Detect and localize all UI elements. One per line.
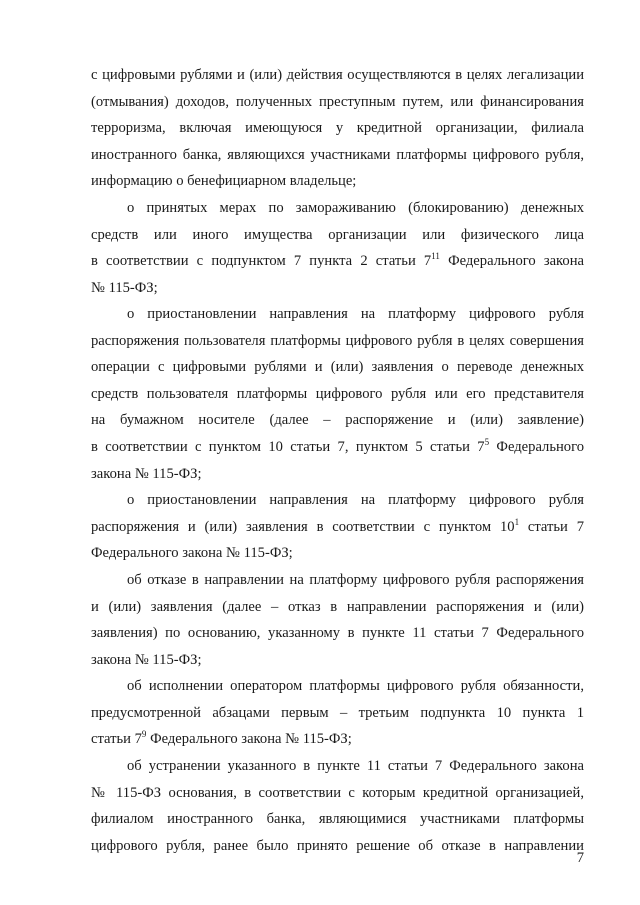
text-line: № 115-ФЗ основания, в соответствии с которым кредитной организацией, bbox=[91, 784, 584, 801]
text-line: закона № 115-ФЗ; bbox=[91, 465, 202, 482]
text-line: на бумажном носителе (далее – распоряжение и (или) заявление) bbox=[91, 412, 584, 429]
page-number: 7 bbox=[576, 850, 584, 866]
text-line: № 115-ФЗ; bbox=[91, 279, 158, 296]
text-fragment: Федерального закона bbox=[439, 253, 584, 270]
text-fragment: распоряжения и (или) заявления в соответствии с пунктом 10 bbox=[91, 518, 515, 535]
paragraph-freezing-measures bbox=[91, 195, 584, 301]
text-line: об отказе в направлении на платформу цифрового рубля распоряжения bbox=[127, 572, 584, 588]
text-line: о приостановлении направления на платформу цифрового рубля bbox=[127, 306, 584, 322]
paragraph-operator-duty bbox=[91, 673, 584, 753]
text-fragment: статьи 7 bbox=[519, 518, 584, 535]
paragraph-refusal bbox=[91, 567, 584, 673]
text-line: средств пользователя платформы цифрового рубля или его представителя bbox=[91, 385, 584, 402]
text-fragment: Федерального bbox=[489, 438, 585, 455]
text-line bbox=[91, 514, 584, 541]
text-line: о приостановлении направления на платформу цифрового рубля bbox=[127, 492, 584, 508]
text-line: с цифровыми рублями и (или) действия осуществляются в целях легализации bbox=[91, 67, 584, 83]
text-line: иностранного банка, являющихся участниками платформы цифрового рубля, bbox=[91, 146, 584, 163]
text-line: предусмотренной абзацами первым – третьим подпункта 10 пункта 1 bbox=[91, 704, 584, 721]
text-line: информацию о бенефициарном владельце; bbox=[91, 173, 357, 190]
superscript: 1 bbox=[514, 516, 520, 527]
paragraph-suspension-10-1 bbox=[91, 487, 584, 567]
paragraph-continuation bbox=[91, 62, 584, 195]
text-line: (отмывания) доходов, полученных преступным путем, или финансирования bbox=[91, 93, 584, 110]
superscript: 11 bbox=[431, 251, 440, 262]
text-line: филиалом иностранного банка, являющимися участниками платформы bbox=[91, 811, 584, 828]
text-fragment: Федерального закона № 115-ФЗ; bbox=[146, 731, 352, 748]
text-line: Федерального закона № 115-ФЗ; bbox=[91, 545, 293, 562]
text-line: цифрового рубля, ранее было принято решение об отказе в направлении bbox=[91, 837, 584, 854]
text-fragment: в соответствии с подпунктом 7 пункта 2 статьи 7 bbox=[91, 253, 432, 270]
text-line: распоряжения пользователя платформы цифрового рубля в целях совершения bbox=[91, 332, 584, 349]
paragraph-elimination bbox=[91, 753, 584, 859]
text-line: закона № 115-ФЗ; bbox=[91, 651, 202, 668]
text-line bbox=[91, 434, 584, 461]
superscript: 9 bbox=[141, 729, 147, 740]
text-line: об устранении указанного в пункте 11 статьи 7 Федерального закона bbox=[127, 758, 584, 774]
text-line: и (или) заявления (далее – отказ в направлении распоряжения и (или) bbox=[91, 598, 584, 615]
text-line bbox=[91, 248, 584, 275]
text-fragment: статьи 7 bbox=[91, 731, 142, 748]
paragraph-suspension-order bbox=[91, 301, 584, 487]
text-line: о принятых мерах по замораживанию (блокированию) денежных bbox=[127, 200, 584, 216]
text-line: об исполнении оператором платформы цифрового рубля обязанности, bbox=[127, 678, 584, 694]
text-line: средств или иного имущества организации или физического лица bbox=[91, 226, 584, 243]
text-fragment: в соответствии с пунктом 10 статьи 7, пунктом 5 статьи 7 bbox=[91, 438, 485, 455]
text-line bbox=[91, 726, 584, 753]
text-line: заявления) по основанию, указанному в пункте 11 статьи 7 Федерального bbox=[91, 625, 584, 642]
text-line: операции с цифровыми рублями и (или) заявления о переводе денежных bbox=[91, 359, 584, 376]
text-line: терроризма, включая имеющуюся у кредитной организации, филиала bbox=[91, 120, 584, 137]
superscript: 5 bbox=[484, 437, 490, 448]
